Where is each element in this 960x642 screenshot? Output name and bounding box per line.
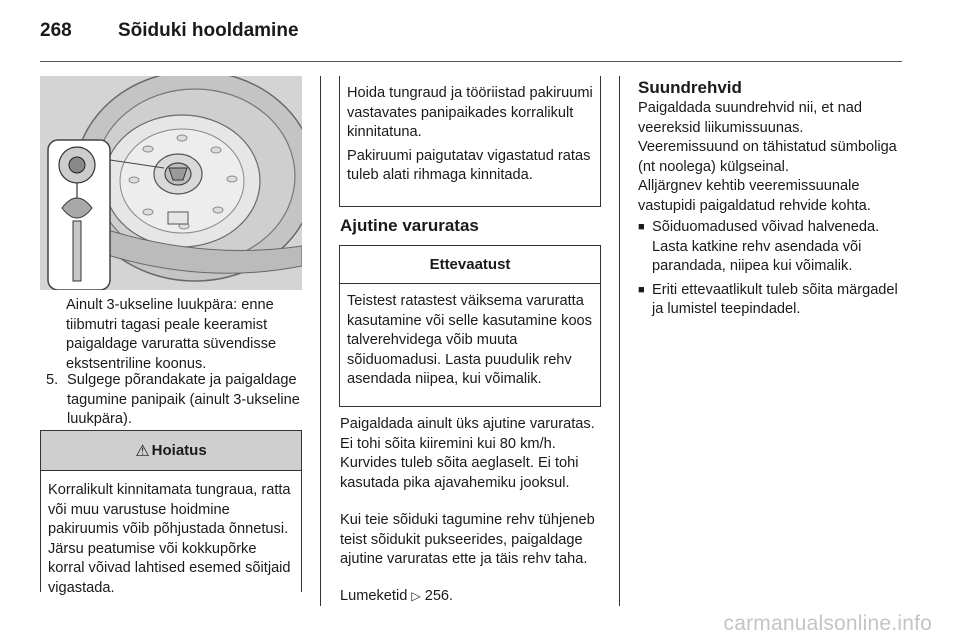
list-item-text: Eriti ettevaatlikult tuleb sõita märgadel ja lumistel teepindadel.: [652, 281, 898, 318]
bullet-list: [638, 218, 913, 324]
caption-3-door-hatchback: Ainult 3-ukseline luukpära: enne tiibmutri tagasi peale keeramist paigaldage varuratta süvendisse ekstsentriline koonus.: [66, 297, 277, 372]
section-title-directional-tyres: Suundrehvid: [638, 78, 742, 97]
paragraph-directional-install: Paigaldada suundrehvid nii, et nad veereksid liikumissuunas. Veeremissuund on tähistatud sümboliga (nt noolega) külgseinal.: [638, 100, 897, 175]
caution-box: [339, 245, 601, 407]
page-reference-arrow-icon[interactable]: ▷: [411, 589, 421, 603]
page-header: [40, 20, 299, 50]
spare-wheel-illustration: [40, 76, 302, 290]
warning-text: Korralikult kinnitamata tungraua, ratta või muu varustuse hoidmine pakiruumis võib põhjustada õnnetusi. Järsu peatumise või kokkupõrke korral võivad lahtised esemed sõitjaid vigastada.: [48, 482, 291, 596]
warning-paragraph: Pakiruumi paigutatav vigastatud ratas tuleb alati rihmaga kinnitada.: [347, 147, 591, 184]
square-bullet-icon: ■: [638, 283, 645, 296]
square-bullet-icon: ■: [638, 221, 645, 233]
paragraph-reversed-install: Alljärgnev kehtib veeremissuunale vastupidi paigaldatud rehvide kohta.: [638, 178, 871, 214]
column-divider-1: [320, 76, 321, 606]
continued-warning-box: [339, 76, 601, 207]
paragraph-rear-tyre-towing: Kui teie sõiduki tagumine rehv tühjeneb teist sõidukit pukseerides, paigaldage ajutine varuratas ette ja täis rehv taha.: [340, 512, 595, 568]
warning-triangle-icon: ⚠: [135, 442, 150, 460]
caution-text: Teistest ratastest väiksema varuratta kasutamine või selle kasutamine koos talverehvidega võib muuta sõiduomadusi. Lasta puudulik rehv asendada niipea, kui võimalik.: [347, 293, 592, 388]
caution-header: Ettevaatust: [340, 246, 600, 284]
section-title-temporary-spare: Ajutine varuratas: [340, 216, 479, 235]
page-reference-link[interactable]: 256.: [424, 588, 454, 604]
list-item: [638, 281, 913, 320]
step-number: 5.: [46, 372, 59, 388]
step-text: Sulgege põrandakate ja paigaldage tagumine panipaik (ainult 3-ukseline luukpära).: [67, 372, 300, 428]
warning-header: [41, 431, 301, 471]
page-number: 268: [40, 20, 72, 41]
instruction-step-5: [46, 371, 306, 430]
paragraph-temporary-spare-limits: Paigaldada ainult üks ajutine varuratas. Ei tohi sõita kiiremini kui 80 km/h. Kurvides tuleb sõita aeglaselt. Ei tohi kasutada pika ajavahemiku jooksul.: [340, 416, 595, 491]
column-divider-2: [619, 76, 620, 606]
warning-title: Hoiatus: [151, 442, 207, 459]
header-divider: [40, 61, 902, 62]
list-item: [638, 218, 913, 277]
snow-chains-label: Lumeketid: [340, 588, 408, 604]
spare-wheel-drawing: [40, 76, 302, 290]
watermark: carmanualsonline.info: [723, 612, 932, 635]
list-item-text: Sõiduomadused võivad halveneda. Lasta katkine rehv asendada või parandada, niipea kui võimalik.: [652, 219, 880, 275]
warning-paragraph: Hoida tungraud ja tööriistad pakiruumi vastavates panipaikades korralikult kinnitatuna.: [347, 85, 593, 141]
page-title: Sõiduki hooldamine: [118, 20, 299, 41]
paragraph-snow-chains: [340, 587, 602, 607]
warning-box: [40, 430, 302, 596]
